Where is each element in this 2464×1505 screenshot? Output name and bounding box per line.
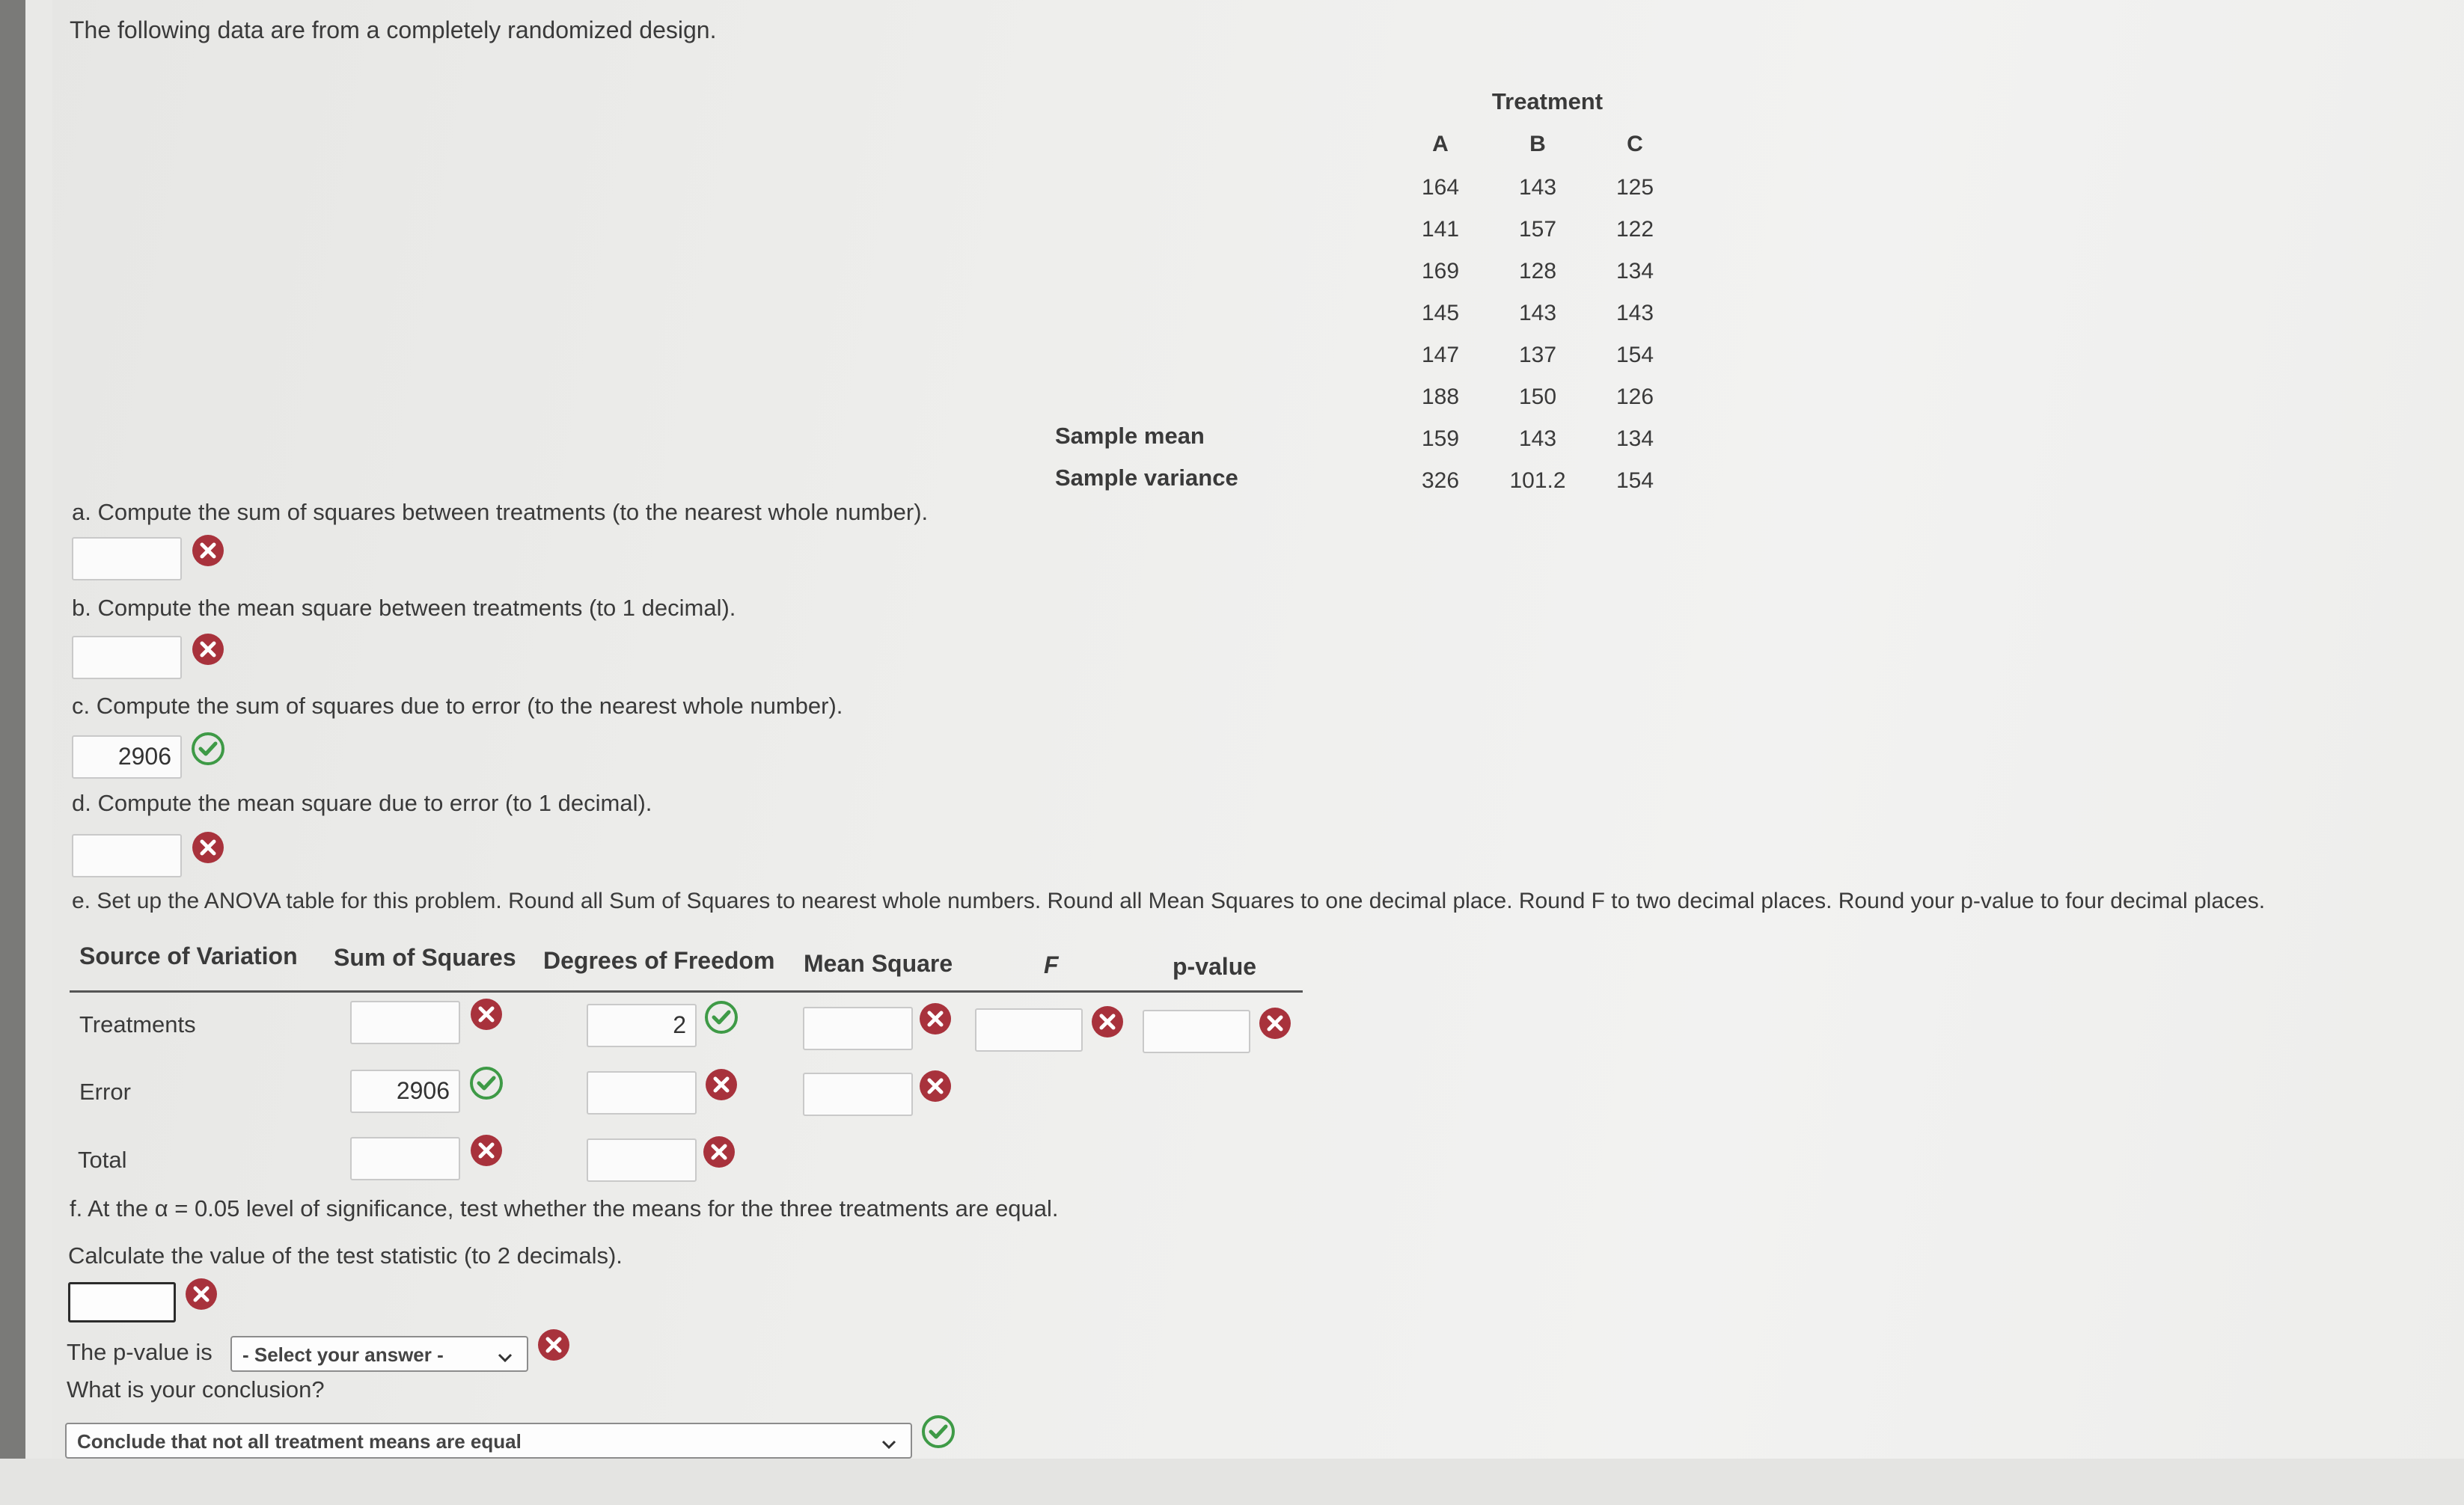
total-ss-input[interactable] <box>350 1137 460 1180</box>
treatment-cell: 128 <box>1518 259 1557 283</box>
error-ms-input[interactable] <box>803 1073 913 1116</box>
incorrect-icon <box>190 533 226 568</box>
treatment-cell: 126 <box>1615 384 1654 409</box>
incorrect-icon <box>701 1134 737 1170</box>
question-a-text: a. Compute the sum of squares between treatments (to the nearest whole number). <box>72 499 929 525</box>
incorrect-icon <box>703 1067 739 1103</box>
left-margin <box>25 0 52 1459</box>
incorrect-icon <box>190 631 226 667</box>
treatment-cell: 188 <box>1421 384 1460 409</box>
col-df: Degrees of Freedom <box>543 947 775 974</box>
pvalue-label: The p-value is <box>67 1339 213 1365</box>
col-source: Source of Variation <box>79 942 298 969</box>
error-ss-input[interactable]: 2906 <box>350 1070 460 1113</box>
treatment-cell: 157 <box>1518 217 1557 242</box>
test-stat-input[interactable] <box>68 1282 176 1322</box>
incorrect-icon <box>1257 1005 1293 1041</box>
sample-variance-cell: 154 <box>1615 468 1654 493</box>
treatment-cell: 164 <box>1421 175 1460 200</box>
treatment-cell: 125 <box>1615 175 1654 200</box>
incorrect-icon <box>917 1068 953 1104</box>
incorrect-icon <box>183 1276 219 1312</box>
treatment-cell: 137 <box>1518 343 1557 367</box>
incorrect-icon <box>1089 1004 1125 1040</box>
treatment-col-header: A <box>1432 132 1449 156</box>
sample-mean-cell: 143 <box>1518 426 1557 451</box>
col-ms: Mean Square <box>804 950 953 977</box>
treatments-p-input[interactable] <box>1143 1010 1250 1053</box>
treatment-col-header: C <box>1627 132 1643 156</box>
incorrect-icon <box>468 1132 504 1168</box>
incorrect-icon <box>917 1001 953 1037</box>
treatment-cell: 134 <box>1615 259 1654 283</box>
col-p: p-value <box>1173 953 1257 980</box>
calc-test-stat-text: Calculate the value of the test statistic (to 2 decimals). <box>68 1242 623 1269</box>
question-c-text: c. Compute the sum of squares due to error (to the nearest whole number). <box>72 693 843 719</box>
treatment-cell: 154 <box>1615 343 1654 367</box>
intro-text: The following data are from a completely randomized design. <box>70 16 717 43</box>
row-treatments-label: Treatments <box>79 1011 196 1037</box>
sample-variance-cell: 326 <box>1421 468 1460 493</box>
part-f-text: f. At the α = 0.05 level of significance, test whether the means for the three treatments are equal. <box>70 1195 1059 1222</box>
treatment-cell: 122 <box>1615 217 1654 242</box>
treatment-col-header: B <box>1529 132 1546 156</box>
pvalue-select-value: - Select your answer - <box>242 1343 444 1366</box>
left-border <box>0 0 25 1459</box>
chevron-down-icon <box>878 1433 900 1456</box>
correct-icon <box>920 1414 956 1450</box>
question-d-text: d. Compute the mean square due to error (to 1 decimal). <box>72 790 652 816</box>
sample-mean-cell: 159 <box>1421 426 1460 451</box>
treatment-cell: 145 <box>1421 301 1460 325</box>
question-a-input[interactable] <box>72 537 182 580</box>
question-b-text: b. Compute the mean square between treatments (to 1 decimal). <box>72 595 736 621</box>
treatments-df-input[interactable]: 2 <box>587 1004 697 1047</box>
treatment-cell: 143 <box>1518 301 1557 325</box>
bottom-strip <box>0 1459 2464 1505</box>
pvalue-select[interactable] <box>230 1336 528 1372</box>
conclusion-select[interactable] <box>65 1423 912 1459</box>
treatment-cell: 169 <box>1421 259 1460 283</box>
treatment-cell: 147 <box>1421 343 1460 367</box>
correct-icon <box>703 999 739 1035</box>
sample-mean-label: Sample mean <box>1055 423 1205 449</box>
error-df-input[interactable] <box>587 1071 697 1115</box>
row-total-label: Total <box>78 1147 127 1173</box>
incorrect-icon <box>536 1327 572 1363</box>
treatments-f-input[interactable] <box>975 1008 1083 1052</box>
question-e-text: e. Set up the ANOVA table for this problem. Round all Sum of Squares to nearest whole numbers. Round all Mean Squares to one decimal place. Round F to two decimal places. Round your p-value to four decimal places. <box>72 889 2266 913</box>
treatment-cell: 150 <box>1518 384 1557 409</box>
sample-mean-cell: 134 <box>1615 426 1654 451</box>
treatments-ms-input[interactable] <box>803 1007 913 1050</box>
conclusion-label: What is your conclusion? <box>67 1376 325 1403</box>
treatments-ss-input[interactable] <box>350 1001 460 1044</box>
chevron-down-icon <box>494 1346 516 1369</box>
col-f: F <box>1044 951 1059 978</box>
correct-icon <box>468 1065 504 1101</box>
incorrect-icon <box>468 996 504 1032</box>
col-ss: Sum of Squares <box>334 944 516 971</box>
treatment-cell: 141 <box>1421 217 1460 242</box>
correct-icon <box>190 731 226 767</box>
treatment-cell: 143 <box>1518 175 1557 200</box>
sample-variance-label: Sample variance <box>1055 465 1238 491</box>
question-d-input[interactable] <box>72 834 182 877</box>
treatment-cell: 143 <box>1615 301 1654 325</box>
question-c-input[interactable]: 2906 <box>72 735 182 779</box>
question-b-input[interactable] <box>72 636 182 679</box>
incorrect-icon <box>190 830 226 865</box>
sample-variance-cell: 101.2 <box>1509 468 1566 493</box>
header-rule <box>70 990 1303 993</box>
treatment-title: Treatment <box>1491 88 1604 114</box>
total-df-input[interactable] <box>587 1138 697 1182</box>
row-error-label: Error <box>79 1079 131 1105</box>
conclusion-select-value: Conclude that not all treatment means are equal <box>77 1430 522 1453</box>
